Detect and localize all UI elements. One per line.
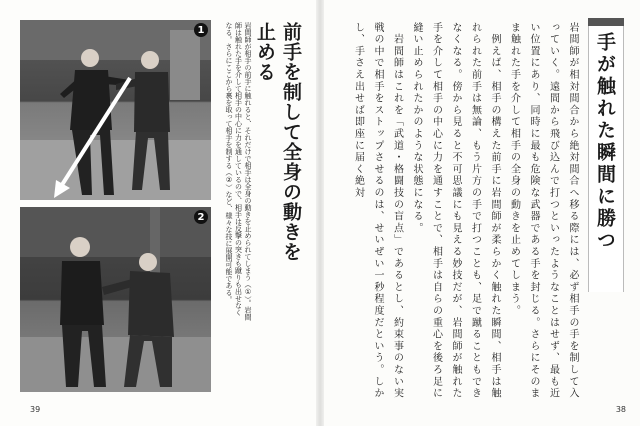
left-headline: 前手を制して全身の動きを止める xyxy=(254,22,302,262)
page-number-left: 39 xyxy=(30,405,41,414)
chapter-title: 手が触れた瞬間に勝つ xyxy=(594,32,616,252)
photo-number-badge: 2 xyxy=(194,210,208,224)
photo-number-badge: 1 xyxy=(194,23,208,37)
photo-1 xyxy=(20,20,211,200)
title-box-accent xyxy=(588,18,624,26)
photo-caption: 岩間師が相手の前手に触れると、それだけで相手は全身の動きを止められてしまう（①）。岩間師は触れた手を介して相手の中心に力を通しているので、相手は反撃の突きも蹴りも出せなくなる。さらにここから裏を取って相手を制する（②）など、様々な技に展開可能である。 xyxy=(225,22,252,321)
photo-2 xyxy=(20,207,211,392)
page-number-right: 38 xyxy=(615,405,626,414)
book-gutter xyxy=(316,0,324,426)
photo-2-figures xyxy=(20,207,211,392)
body-text: 岩間師が相対間合から絶対間合へ移る際には、必ず相手の手を制して入っていく。遠間から飛び込んで打つといったようなことはせず、最も近い位置にあり、同時に最も危険な武器である手を封じる。さらにそのまま触れた手を介して相手の全身の動きを止めてしまう。 例えば、相手の構えた前手に岩間師が柔らかく触れた瞬間、相手は触れられた前手は無論、もう片方の手で打つことも、足で蹴ることもできなくなる。傍から見ると不可思議にも見える妙技だが、岩間師が触れた手を介して相手の中心に力を通すことで、相手は自らの重心を後ろ足に縫い止められたかのような状態になる。 岩間師はこれを「武道・格闘技の盲点」であるとし、約束事のない実戦の中で相手をストップさせるのは、せいぜい一秒程度だという。しかし、手さえ出せば即座に届く絶対 xyxy=(352,22,578,400)
photo-1-figures xyxy=(20,20,211,200)
